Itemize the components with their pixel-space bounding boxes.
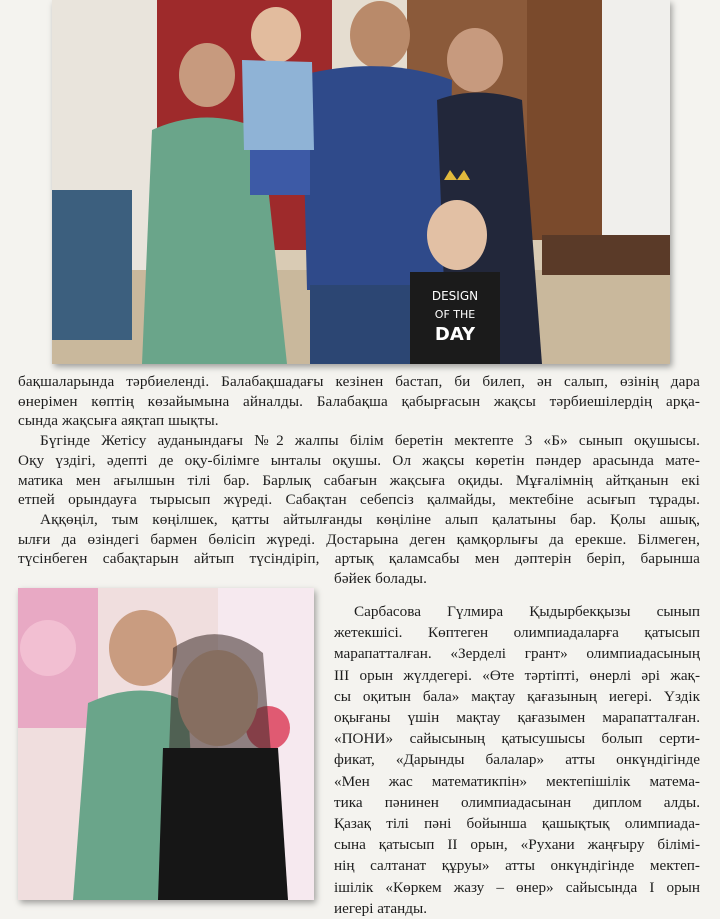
text-line: өнерімен көптің көзайымына айналды. Балабақша қабырғасын жақсы тәрбиешілердің арқа- xyxy=(18,392,700,410)
text-line: оқығаны үшін мақтау қағазымен марапатталған. xyxy=(334,709,700,727)
text-line: ішілік «Көркем жазу – өнер» сайысында І орын xyxy=(334,878,700,896)
grandmother-granddaughter-photo xyxy=(18,588,314,900)
text-line: матика мен ағылшын тілі бар. Барлық сабағын жақсыға оқиды. Мұғалімнің айтқанын екі xyxy=(18,471,700,489)
text-line: тика пәнинен олимпиадасынан диплом алды. xyxy=(334,793,700,811)
shirt-print-line-2: OF THE xyxy=(434,308,476,321)
family-photo xyxy=(52,0,670,364)
text-line: Оқу үздігі, әдепті де оқу-білімге ынталы оқушы. Ол жақсы көретін пәндер арасында мате- xyxy=(18,451,700,469)
text-line: ылғи да өзіндегі бармен бөлісіп жүреді. Достарына деген қамқорлығы да ерекше. Білмеген, xyxy=(18,530,700,548)
text-line: Аққөңіл, тым көңілшек, қатты айтылғанды көңіліне алып қалатыны бар. Қолы ашық, xyxy=(40,510,700,528)
text-line: сы оқитын бала» мақтау қағазының иегері. Үздік xyxy=(334,687,700,705)
text-line: жетекшісі. Көптеген олимпиадаларға қатысып xyxy=(334,624,700,642)
article-top-text xyxy=(18,372,700,589)
text-line: ІІІ орын жүлдегері. «Өте тәртіпті, өнерлі әрі жақ- xyxy=(334,666,700,684)
shirt-print-line-3: DAY xyxy=(434,324,476,345)
text-line: Сарбасова Гүлмира Қыдырбекқызы сынып xyxy=(354,603,700,620)
text-line: «Мен жас математикпін» мектепішілік матема- xyxy=(334,772,700,790)
text-line: фикат, «Дарынды балалар» атты онкүндігінде xyxy=(334,751,700,769)
text-line: түсінбеген сабақтарын айтып түсіндіріп, артық қаламсабы мен дәптерін беріп, барынша xyxy=(18,550,700,568)
shirt-print-line-1: DESIGN xyxy=(431,289,479,303)
text-line: бәйек болады. xyxy=(334,570,427,588)
text-line: Бүгінде Жетісу ауданындағы №2 жалпы білім беретін мектепте 3 «Б» сынып оқушысы. xyxy=(40,432,700,450)
text-line: сында жақсыға аяқтап шықты. xyxy=(18,412,219,430)
text-line: бақшаларында тәрбиеленді. Балабақшадағы кезінен бастап, би билеп, ән салып, өзінің дара xyxy=(18,373,700,390)
text-line: етпей орындауға тырысып жүреді. Сабақтан себепсіз қалмайды, мектебіне асығып тұрады. xyxy=(18,491,700,509)
text-line: Қазақ тілі пәні бойынша қашықтық олимпиада- xyxy=(334,815,700,833)
text-line: нің салтанат құруы» атты онкүндігінде мектеп- xyxy=(334,857,700,875)
text-line: сына қатысып ІІ орын, «Рухани жаңғыру білімі- xyxy=(334,836,700,854)
text-line: марапатталған. «Зерделі грант» олимпиадасының xyxy=(334,645,700,663)
article-right-column xyxy=(334,601,700,919)
text-line: иегері атанды. xyxy=(334,899,428,917)
text-line: «ПОНИ» сайысының қатысушысы болып серти- xyxy=(334,730,700,748)
